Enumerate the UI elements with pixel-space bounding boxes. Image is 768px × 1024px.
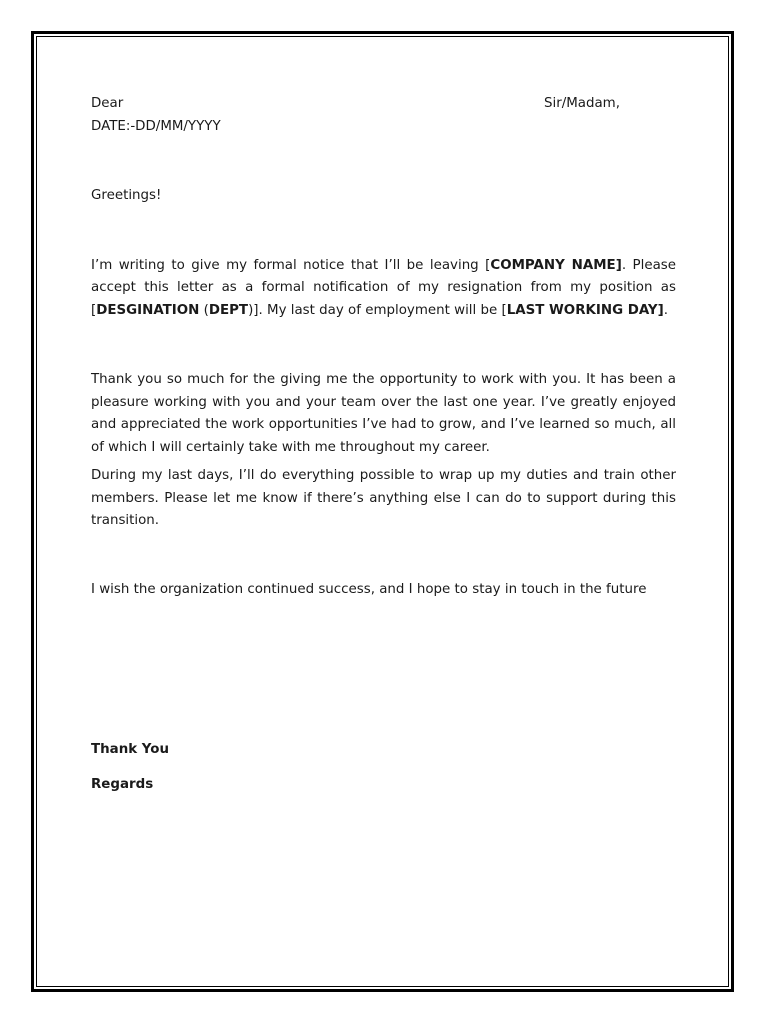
date-line: DATE:-DD/MM/YYYY [91, 118, 221, 134]
letter-body [91, 93, 676, 796]
closing-thank-you-text: Thank You [91, 742, 170, 757]
salutation: Dear [91, 96, 124, 111]
designation-placeholder: DESGINATION [96, 302, 200, 318]
addressee: Sir/Madam, [543, 96, 620, 111]
paragraph-wishes: I wish the organization continued success, and I hope to stay in touch in the future [91, 581, 647, 597]
company-name-placeholder: COMPANY NAME] [490, 257, 622, 273]
paragraph-notice-text-e: . [663, 302, 669, 318]
paragraph-notice-text-c: ( [199, 302, 209, 318]
paragraph-transition: During my last days, I’ll do everything possible to wrap up my duties and train other members. Please let me know if there’s anything else I can do to support during this transition. [91, 468, 676, 528]
paragraph-notice-text-b: . Please accept this letter as a formal notification of my resignation from my position as [ [91, 257, 677, 318]
last-working-day-placeholder: LAST WORKING DAY] [506, 302, 664, 318]
greeting: Greetings! [91, 188, 162, 203]
paragraph-thanks: Thank you so much for the giving me the opportunity to work with you. It has been a pleasure working with you and your team over the last one year. I’ve greatly enjoyed and appreciated the work opportunities I’ve had to grow, and I’ve learned so much, all of which I will certainly take with me throughout my career. [91, 372, 676, 455]
closing-thank-you [91, 739, 676, 762]
paragraph-notice [91, 255, 676, 323]
closing-regards [91, 774, 676, 797]
paragraph-notice-text-a: I’m writing to give my formal notice that I’ll be leaving [ [91, 257, 491, 273]
salutation-row [91, 93, 676, 116]
closing-regards-text: Regards [91, 776, 154, 792]
dept-placeholder: DEPT [208, 302, 249, 318]
paragraph-notice-text-d: )]. My last day of employment will be [ [248, 302, 507, 318]
